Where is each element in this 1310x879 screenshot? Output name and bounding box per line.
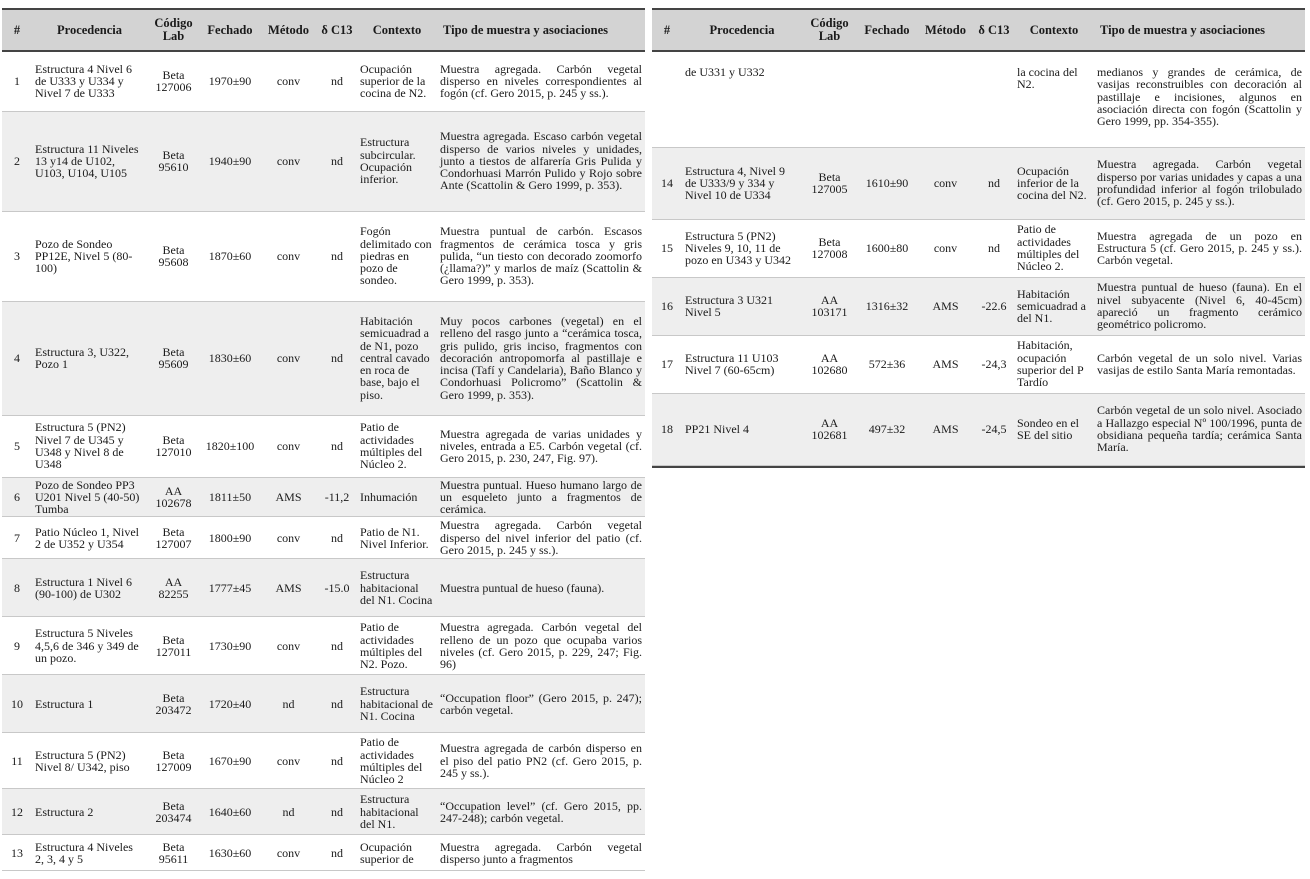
cell-procedencia: Estructura 11 U103 Nivel 7 (60-65cm) (685, 350, 779, 377)
cell-num: 6 (2, 477, 32, 517)
cell-num: 15 (661, 240, 673, 255)
cell-codigo: Beta 127010 (155, 432, 192, 459)
cell-contexto: Patio de actividades múltiples del N2. Pozo. (360, 620, 423, 672)
cell-fechado: 1830±60 (200, 301, 260, 415)
cell-procedencia: Estructura 4 Niveles 2, 3, 4 y 5 (35, 839, 133, 866)
cell-tipo: Muestra agregada. Carbón vegetal disperso en niveles correspondientes al fogón (cf. Gero 2015, p. 245 y ss.). (440, 61, 642, 101)
cell-tipo: “Occupation floor” (Gero 2015, p. 247); carbón vegetal. (437, 675, 645, 733)
cell-fechado: 1800±90 (208, 530, 252, 545)
cell-codigo: Beta 127008 (811, 234, 848, 261)
cell-procedencia: Estructura 1 (32, 675, 147, 733)
cell-metodo: conv (260, 301, 317, 415)
table-row (652, 277, 1305, 335)
cell-contexto: Ocupación superior de (360, 839, 414, 866)
cell-contexto: Habitación, ocupación superior del P Tardío (1017, 338, 1084, 390)
cell-codigo: Beta 95610 (147, 111, 200, 211)
table-bottom-rule (652, 466, 1305, 468)
cell-procedencia: Estructura 3, U322, Pozo 1 (32, 301, 147, 415)
cell-metodo: AMS (260, 477, 317, 517)
cell-d13: nd (974, 147, 1014, 219)
cell-tipo: Muestra agregada de varias unidades y niveles, entrada a E5. Carbón vegetal (cf. Gero 2015, p. 230, 247, Fig. 97). (440, 426, 642, 466)
cell-d13: nd (331, 530, 343, 545)
cell-metodo: nd (260, 675, 317, 733)
table-row (652, 335, 1305, 393)
cell-fechado: 497±32 (857, 393, 917, 465)
cell-fechado: 1820±100 (205, 438, 255, 453)
table-row (2, 559, 645, 617)
table-row-continuation (652, 51, 1305, 147)
col-header-tipo: Tipo de muestra y asociaciones (1094, 9, 1305, 51)
table-row (652, 219, 1305, 277)
cell-tipo: Carbón vegetal de un solo nivel. Asociado a Hallazgo especial Nº 100/1996, punta de obsidiana pequeña tardía; cerámica Santa María. (1094, 393, 1305, 465)
col-header-num: # (2, 9, 32, 51)
table-row (2, 617, 645, 675)
table-row (2, 733, 645, 789)
cell-fechado: 1610±90 (857, 147, 917, 219)
table-header-row (652, 9, 1305, 51)
cell-d13: nd (331, 753, 343, 768)
cell-tipo: Carbón vegetal de un solo nivel. Varias vasijas de estilo Santa María remontadas. (1097, 350, 1302, 377)
cell-num: 17 (661, 356, 673, 371)
cell-num: 9 (14, 638, 20, 653)
cell-metodo: AMS (917, 393, 974, 465)
cell-codigo: Beta 127007 (155, 524, 192, 551)
cell-codigo (802, 51, 857, 147)
cell-codigo: Beta 127005 (802, 147, 857, 219)
cell-contexto: Patio de actividades múltiples del Núcleo 2. (1017, 222, 1080, 274)
cell-codigo: AA 103171 (802, 277, 857, 335)
col-header-metodo: Método (260, 9, 317, 51)
cell-contexto: Habitación semicuadrad a de N1, pozo central cavado en roca de base, bajo el piso. (357, 301, 437, 415)
cell-procedencia: Estructura 2 (32, 789, 147, 835)
cell-tipo: Muestra puntual de hueso (fauna). En el nivel subyacente (Nivel 6, 40-45cm) apareció un fragmento cerámico geométrico policromo. (1094, 277, 1305, 335)
cell-d13: nd (331, 248, 343, 263)
cell-fechado: 1970±90 (208, 74, 252, 89)
cell-d13: nd (331, 638, 343, 653)
cell-codigo: Beta 127009 (155, 747, 192, 774)
cell-metodo: AMS (260, 559, 317, 617)
dates-table-part-1 (2, 8, 645, 871)
dates-table-part-2 (652, 8, 1305, 466)
cell-codigo: Beta 203472 (147, 675, 200, 733)
cell-metodo: conv (276, 248, 301, 263)
cell-tipo: Muestra agregada. Carbón vegetal disperso por varias unidades y capas a una profundidad inferior al fogón trilobulado (cf. Gero 2015, p. 245 y ss.). (1094, 147, 1305, 219)
cell-num: 8 (2, 559, 32, 617)
col-header-fechado: Fechado (857, 9, 917, 51)
cell-metodo: conv (276, 438, 301, 453)
cell-codigo: Beta 95609 (147, 301, 200, 415)
cell-d13: -11,2 (317, 477, 357, 517)
col-header-metodo: Método (917, 9, 974, 51)
cell-metodo: conv (260, 111, 317, 211)
cell-codigo: AA 82255 (147, 559, 200, 617)
table-row (2, 477, 645, 517)
col-header-d13: δ C13 (974, 9, 1014, 51)
cell-d13: -22.6 (974, 277, 1014, 335)
cell-num: 1 (14, 74, 20, 89)
cell-fechado: 1630±60 (208, 845, 252, 860)
cell-procedencia: de U331 y U332 (685, 65, 765, 79)
cell-procedencia: Estructura 4 Nivel 6 de U333 y U334 y Nivel 7 de U333 (35, 61, 132, 101)
cell-contexto: Fogón delimitado con piedras en pozo de sondeo. (360, 224, 432, 288)
cell-num: 14 (652, 147, 682, 219)
cell-procedencia: Estructura 1 Nivel 6 (90-100) de U302 (32, 559, 147, 617)
cell-fechado: 1870±60 (208, 248, 252, 263)
cell-fechado: 1720±40 (200, 675, 260, 733)
cell-metodo: conv (276, 74, 301, 89)
cell-num (652, 51, 682, 147)
col-header-procedencia: Procedencia (32, 9, 147, 51)
cell-metodo: conv (276, 530, 301, 545)
cell-num: 2 (2, 111, 32, 211)
cell-metodo (917, 51, 974, 147)
cell-d13: nd (317, 789, 357, 835)
cell-metodo: conv (933, 240, 958, 255)
table-row (2, 51, 645, 111)
col-header-num: # (652, 9, 682, 51)
cell-tipo: Muestra puntual de hueso (fauna). (437, 559, 645, 617)
cell-num: 5 (14, 438, 20, 453)
radiocarbon-table-right (652, 8, 1305, 468)
cell-metodo: AMS (917, 277, 974, 335)
cell-fechado: 1730±90 (208, 638, 252, 653)
col-header-codigo: Código Lab (802, 9, 857, 51)
cell-codigo: Beta 127011 (155, 632, 192, 659)
cell-procedencia: Estructura 5 (PN2) Nivel 7 de U345 y U348 y Nivel 8 de U348 (35, 420, 126, 472)
cell-num: 11 (11, 753, 23, 768)
cell-fechado: 1316±32 (857, 277, 917, 335)
table-row (2, 211, 645, 301)
cell-codigo: AA 102681 (802, 393, 857, 465)
cell-procedencia: Estructura 4, Nivel 9 de U333/9 y 334 y Nivel 10 de U334 (682, 147, 802, 219)
cell-fechado: 1777±45 (200, 559, 260, 617)
table-row (652, 147, 1305, 219)
cell-d13: -24,5 (974, 393, 1014, 465)
cell-fechado: 1640±60 (200, 789, 260, 835)
col-header-fechado: Fechado (200, 9, 260, 51)
cell-tipo: Muestra agregada. Carbón vegetal disperso del nivel inferior del patio (cf. Gero 2015, p. 245 y ss.). (440, 518, 642, 558)
cell-fechado: 1940±90 (200, 111, 260, 211)
cell-procedencia: Estructura 3 U321 Nivel 5 (682, 277, 802, 335)
cell-tipo: Muestra agregada. Carbón vegetal del relleno de un pozo que ocupaba varios niveles (cf. Gero 2015, p. 229, 247; Fig. 96) (440, 620, 642, 672)
cell-procedencia: Estructura 5 Niveles 4,5,6 de 346 y 349 de un pozo. (35, 626, 139, 666)
cell-num: 7 (14, 530, 20, 545)
cell-contexto: Patio de N1. Nivel Inferior. (360, 524, 429, 551)
cell-metodo: conv (917, 147, 974, 219)
cell-num: 10 (2, 675, 32, 733)
cell-procedencia: Estructura 11 Niveles 13 y14 de U102, U103, U104, U105 (32, 111, 147, 211)
col-header-contexto: Contexto (357, 9, 437, 51)
cell-tipo: Muestra agregada. Carbón vegetal disperso junto a fragmentos (440, 839, 642, 866)
cell-d13: -15.0 (317, 559, 357, 617)
table-row (2, 835, 645, 871)
table-row (2, 517, 645, 559)
cell-fechado: 572±36 (868, 356, 906, 371)
col-header-contexto: Contexto (1014, 9, 1094, 51)
cell-codigo: AA 102678 (147, 477, 200, 517)
cell-tipo: Muy pocos carbones (vegetal) en el relleno del rasgo junto a “cerámica tosca, gris pulido, gris inciso, fragmentos con decoración antropomorfa al pastillaje e incisa (Tafí y Candelaria), Baño Blanco y Condorhuasi Policromo” (Scattolin & Gero 1999, p. 353). (437, 301, 645, 415)
cell-metodo: nd (260, 789, 317, 835)
table-row (2, 301, 645, 415)
col-header-tipo: Tipo de muestra y asociaciones (437, 9, 645, 51)
cell-d13: nd (317, 111, 357, 211)
cell-procedencia: Estructura 5 (PN2) Nivel 8/ U342, piso (35, 747, 130, 774)
cell-tipo: Muestra puntual de carbón. Escasos fragmentos de cerámica tosca y gris pulida, “un tiesto con decorado zoomorfo (¿llama?)” y marlos de maíz (Scattolin & Gero 1999, p. 353). (440, 224, 642, 288)
cell-contexto: Estructura habitacional del N1. Cocina (357, 559, 437, 617)
cell-d13 (974, 51, 1014, 147)
cell-d13: nd (331, 74, 343, 89)
cell-num: 13 (11, 845, 23, 860)
table-row (2, 415, 645, 477)
cell-codigo: AA 102680 (811, 350, 848, 377)
cell-contexto: Habitación semicuadrad a del N1. (1014, 277, 1094, 335)
col-header-d13: δ C13 (317, 9, 357, 51)
col-header-procedencia: Procedencia (682, 9, 802, 51)
cell-contexto: la cocina del N2. (1017, 65, 1078, 92)
cell-fechado: 1600±80 (865, 240, 909, 255)
cell-num: 18 (652, 393, 682, 465)
cell-tipo: Muestra agregada de carbón disperso en el piso del patio PN2 (cf. Gero 2015, p. 245 y ss.). (440, 741, 642, 781)
cell-codigo: Beta 203474 (147, 789, 200, 835)
cell-d13: nd (317, 675, 357, 733)
cell-d13: nd (331, 845, 343, 860)
cell-contexto: Estructura subcircular. Ocupación inferior. (357, 111, 437, 211)
cell-num: 3 (14, 248, 20, 263)
cell-num: 4 (2, 301, 32, 415)
cell-procedencia: Pozo de Sondeo PP12E, Nivel 5 (80-100) (35, 236, 133, 276)
cell-fechado: 1811±50 (200, 477, 260, 517)
cell-codigo: Beta 95611 (158, 839, 189, 866)
cell-codigo: Beta 95608 (158, 242, 189, 269)
cell-d13: nd (331, 438, 343, 453)
cell-metodo: AMS (932, 356, 959, 371)
table-row (2, 675, 645, 733)
cell-metodo: conv (276, 845, 301, 860)
cell-num: 16 (652, 277, 682, 335)
cell-procedencia: Estructura 5 (PN2) Niveles 9, 10, 11 de pozo en U343 y U342 (685, 228, 791, 268)
cell-d13: nd (988, 240, 1000, 255)
cell-d13: -24,3 (981, 356, 1007, 371)
cell-d13: nd (317, 301, 357, 415)
cell-procedencia: PP21 Nivel 4 (682, 393, 802, 465)
cell-contexto: Ocupación superior de la cocina de N2. (360, 61, 427, 101)
cell-tipo: Muestra agregada. Escaso carbón vegetal disperso de varios niveles y unidades, junto a tiestos de alfarería Gris Pulida y Condorhuasi Marrón Pulido y Rojo sobre Ante (Scattolin & Gero 1999, p. 353). (437, 111, 645, 211)
cell-contexto: Patio de actividades múltiples del Núcleo 2 (360, 735, 423, 787)
cell-contexto: Estructura habitacional de N1. Cocina (357, 675, 437, 733)
cell-tipo: medianos y grandes de cerámica, de vasijas reconstruibles con decoración al pastillaje e incisiones, algunos en asociación directa con fogón (Scattolin y Gero 1999, pp. 354-355). (1097, 65, 1302, 129)
cell-contexto: Estructura habitacional del N1. (357, 789, 437, 835)
cell-fechado (857, 51, 917, 147)
cell-metodo: conv (276, 638, 301, 653)
cell-tipo: Muestra agregada de un pozo en Estructura 5 (cf. Gero 2015, p. 245 y ss.). Carbón vegetal. (1097, 228, 1302, 268)
cell-contexto: Inhumación (357, 477, 437, 517)
cell-procedencia: Patio Núcleo 1, Nivel 2 de U352 y U354 (35, 524, 139, 551)
cell-contexto: Ocupación inferior de la cocina del N2. (1014, 147, 1094, 219)
table-header-row (2, 9, 645, 51)
cell-tipo: “Occupation level” (cf. Gero 2015, pp. 247-248); carbón vegetal. (437, 789, 645, 835)
radiocarbon-table-left (2, 8, 645, 871)
cell-num: 12 (2, 789, 32, 835)
cell-fechado: 1670±90 (208, 753, 252, 768)
cell-tipo: Muestra puntual. Hueso humano largo de un esqueleto junto a fragmentos de cerámica. (437, 477, 645, 517)
cell-contexto: Sondeo en el SE del sitio (1014, 393, 1094, 465)
cell-procedencia: Pozo de Sondeo PP3 U201 Nivel 5 (40-50) Tumba (32, 477, 147, 517)
col-header-codigo: Código Lab (147, 9, 200, 51)
cell-contexto: Patio de actividades múltiples del Núcleo 2. (360, 420, 423, 472)
table-row (652, 393, 1305, 465)
table-row (2, 789, 645, 835)
cell-codigo: Beta 127006 (155, 67, 192, 95)
cell-metodo: conv (276, 753, 301, 768)
table-row (2, 111, 645, 211)
